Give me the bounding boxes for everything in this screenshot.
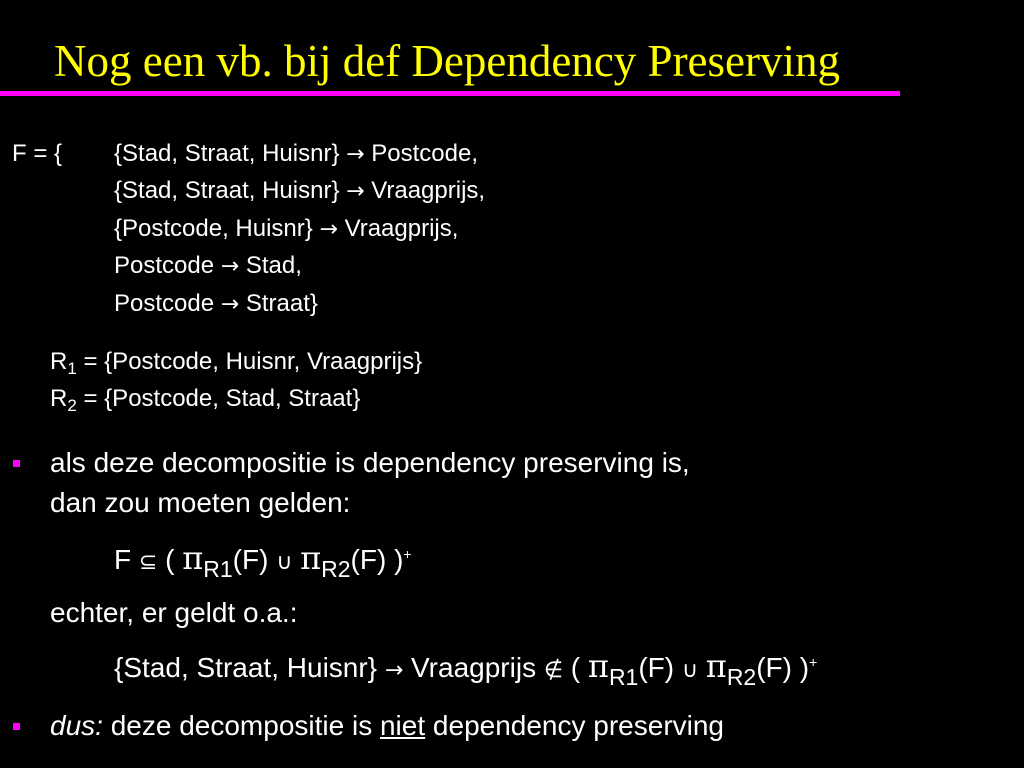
relation-r2 <box>50 385 360 420</box>
not-in-icon: ∉ <box>543 658 564 683</box>
fd-line-4 <box>114 252 302 281</box>
pi-icon: π <box>587 647 609 685</box>
relation-def: = {Postcode, Huisnr, Vraagprijs} <box>83 348 423 375</box>
projection-r1: R1 <box>203 556 233 582</box>
arrow-icon: → <box>346 142 365 167</box>
fd-line-2 <box>114 177 485 206</box>
conclusion-text: deze decompositie is <box>102 710 380 741</box>
arrow-icon: → <box>220 254 240 279</box>
formula-open: ( <box>570 652 581 683</box>
conclusion-keyword: dus: <box>50 710 103 741</box>
bullet-1-line-1: als deze decompositie is dependency preserving is, <box>50 447 690 478</box>
arrow-icon: → <box>220 292 240 317</box>
fd-rhs: Straat} <box>245 290 318 317</box>
subset-eq-icon: ⊆ <box>138 550 158 575</box>
bullet-marker <box>13 723 20 730</box>
relation-r1 <box>50 348 422 383</box>
relation-name: R <box>50 385 68 412</box>
union-icon: ∪ <box>276 550 293 575</box>
union-icon: ∪ <box>681 658 698 683</box>
bullet-2-line <box>50 710 724 742</box>
fd-lhs: {Stad, Straat, Huisnr} <box>114 140 340 167</box>
closure-plus: + <box>403 546 412 562</box>
fd-rhs: Vraagprijs, <box>371 177 486 204</box>
fd-line-1 <box>114 140 478 169</box>
formula-open: ( <box>165 544 175 575</box>
pi-icon: π <box>300 539 322 577</box>
formula-close: (F) ) <box>756 652 810 683</box>
fd-lhs: {Postcode, Huisnr} <box>114 215 313 242</box>
formula-closure <box>114 538 412 585</box>
fd-set-label: F = { <box>12 140 63 167</box>
pi-icon: π <box>705 647 727 685</box>
relation-index: 1 <box>67 359 77 378</box>
projection-r2: R2 <box>726 664 757 690</box>
fd-rhs: Vraagprijs, <box>344 215 459 242</box>
formula-f-arg: (F) <box>638 652 675 683</box>
formula-f: F <box>114 544 132 575</box>
fd-lhs: Postcode <box>114 290 215 317</box>
negation-emphasis: niet <box>379 710 426 741</box>
bullet-marker <box>13 460 20 467</box>
fd-rhs: Stad, <box>245 252 302 279</box>
conclusion-text-end: dependency preserving <box>425 710 725 741</box>
fd-line-3 <box>114 215 458 244</box>
arrow-icon: → <box>319 217 338 242</box>
fd-lhs: {Stad, Straat, Huisnr} <box>114 652 378 683</box>
fd-lhs: Postcode <box>114 252 215 279</box>
fd-rhs: Vraagprijs <box>411 652 537 683</box>
relation-index: 2 <box>67 396 77 415</box>
echter-line: echter, er geldt o.a.: <box>50 597 298 628</box>
bullet-1-line-2: dan zou moeten gelden: <box>50 487 351 518</box>
fd-rhs: Postcode, <box>371 140 478 167</box>
projection-r2: R2 <box>321 556 351 582</box>
formula-f-arg: (F) <box>232 544 269 575</box>
fd-line-5 <box>114 290 318 319</box>
formula-counterexample <box>114 646 817 693</box>
title-divider <box>0 91 900 96</box>
closure-plus: + <box>809 654 818 670</box>
pi-icon: π <box>182 539 204 577</box>
formula-close: (F) ) <box>350 544 404 575</box>
relation-name: R <box>50 348 68 375</box>
arrow-icon: → <box>384 658 404 683</box>
projection-r1: R1 <box>608 664 639 690</box>
relation-def: = {Postcode, Stad, Straat} <box>83 385 361 412</box>
fd-lhs: {Stad, Straat, Huisnr} <box>114 177 340 204</box>
slide-title: Nog een vb. bij def Dependency Preserving <box>54 36 841 86</box>
arrow-icon: → <box>346 179 365 204</box>
